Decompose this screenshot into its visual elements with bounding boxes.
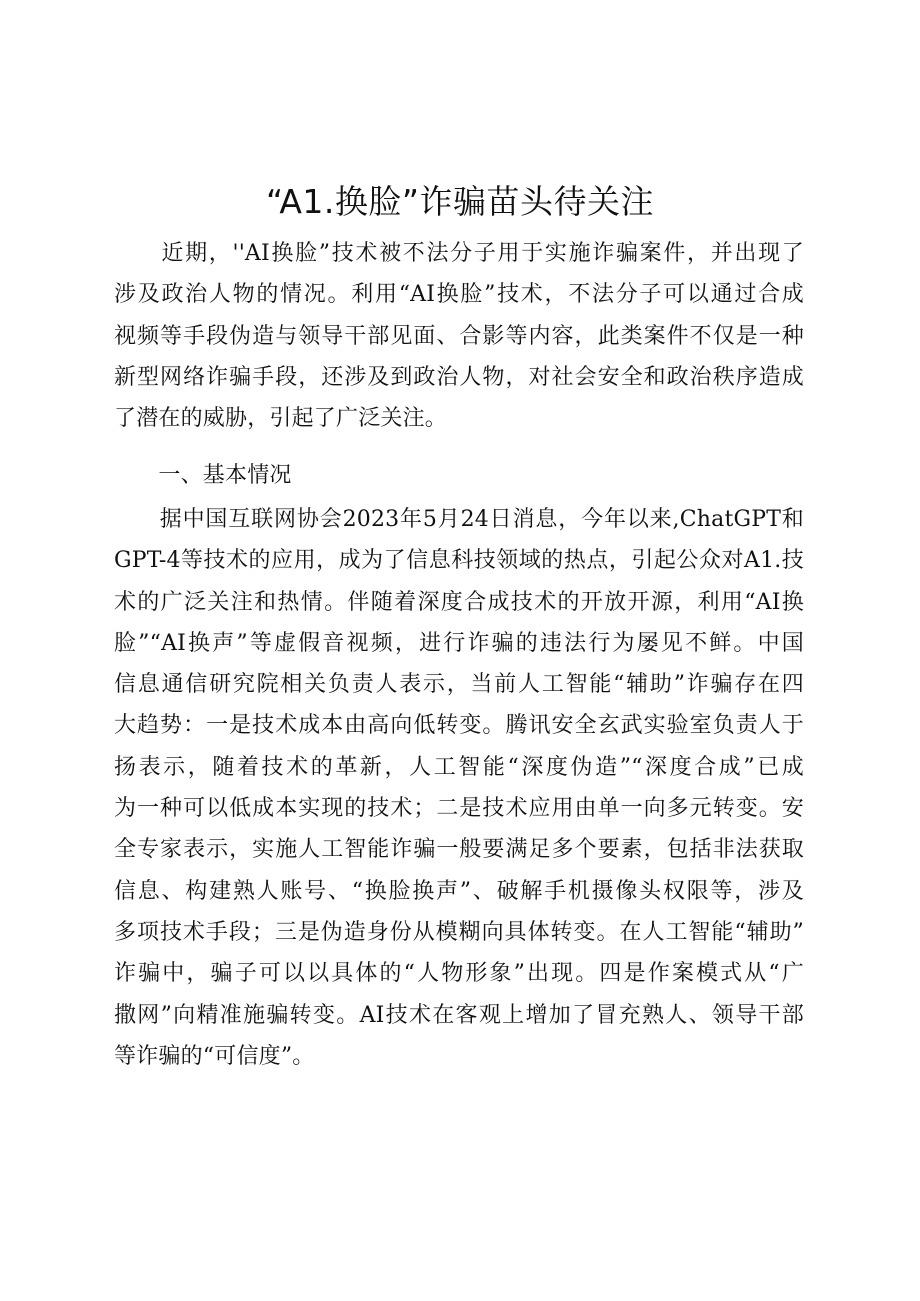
paragraph-line: 诈骗中，骗子可以以具体的“人物形象”出现。四是作案模式从“广	[114, 961, 804, 987]
section-heading-text: 一、基本情况	[114, 463, 292, 488]
paragraph-line: 为一种可以低成本实现的技术；二是技术应用由单一向多元转变。安	[114, 796, 804, 822]
paragraph-line: 撒网”向精准施骗转变。AI技术在客观上增加了冒充熟人、领导干部	[114, 1002, 804, 1028]
paragraph-line: 信息、构建熟人账号、“换脸换声”、破解手机摄像头权限等，涉及	[114, 878, 804, 904]
paragraph-line: 大趋势：一是技术成本由高向低转变。腾讯安全玄武实验室负责人于	[114, 713, 804, 739]
paragraph-line: 视频等手段伪造与领导干部见面、合影等内容，此类案件不仅是一种	[114, 323, 804, 349]
paragraph-line: 全专家表示，实施人工智能诈骗一般要满足多个要素，包括非法获取	[114, 837, 804, 863]
paragraph-line: 了潜在的威胁，引起了广泛关注。	[114, 406, 448, 432]
document-title: “A1.换脸”诈骗苗头待关注	[266, 182, 654, 221]
paragraph-line: 涉及政治人物的情况。利用“AI换脸”技术，不法分子可以通过合成	[114, 282, 804, 308]
paragraph-line: 术的广泛关注和热情。伴随着深度合成技术的开放开源，利用“AI换	[114, 589, 804, 615]
paragraph-line: 信息通信研究院相关负责人表示，当前人工智能“辅助”诈骗存在四	[114, 672, 804, 698]
paragraph-line: 等诈骗的“可信度”。	[114, 1043, 315, 1069]
paragraph-line: 据中国互联网协会2023年5月24日消息，今年以来,ChatGPT和	[114, 507, 804, 532]
paragraph-line: 扬表示，随着技术的革新，人工智能“深度伪造”“深度合成”已成	[114, 754, 804, 780]
paragraph-line: 近期，''AI换脸”技术被不法分子用于实施诈骗案件，并出现了	[114, 241, 804, 266]
intro-paragraph	[114, 233, 804, 439]
paragraph-line: 新型网络诈骗手段，还涉及到政治人物，对社会安全和政治秩序造成	[114, 364, 804, 390]
paragraph-line: 多项技术手段；三是伪造身份从模糊向具体转变。在人工智能“辅助”	[114, 919, 804, 945]
paragraph-line: GPT-4等技术的应用，成为了信息科技领域的热点，引起公众对A1.技	[114, 548, 804, 574]
paragraph-line: 脸”“AI换声”等虚假音视频，进行诈骗的违法行为屡见不鲜。中国	[114, 630, 804, 656]
basic-situation-paragraph	[114, 499, 804, 1077]
section-heading	[114, 455, 804, 496]
